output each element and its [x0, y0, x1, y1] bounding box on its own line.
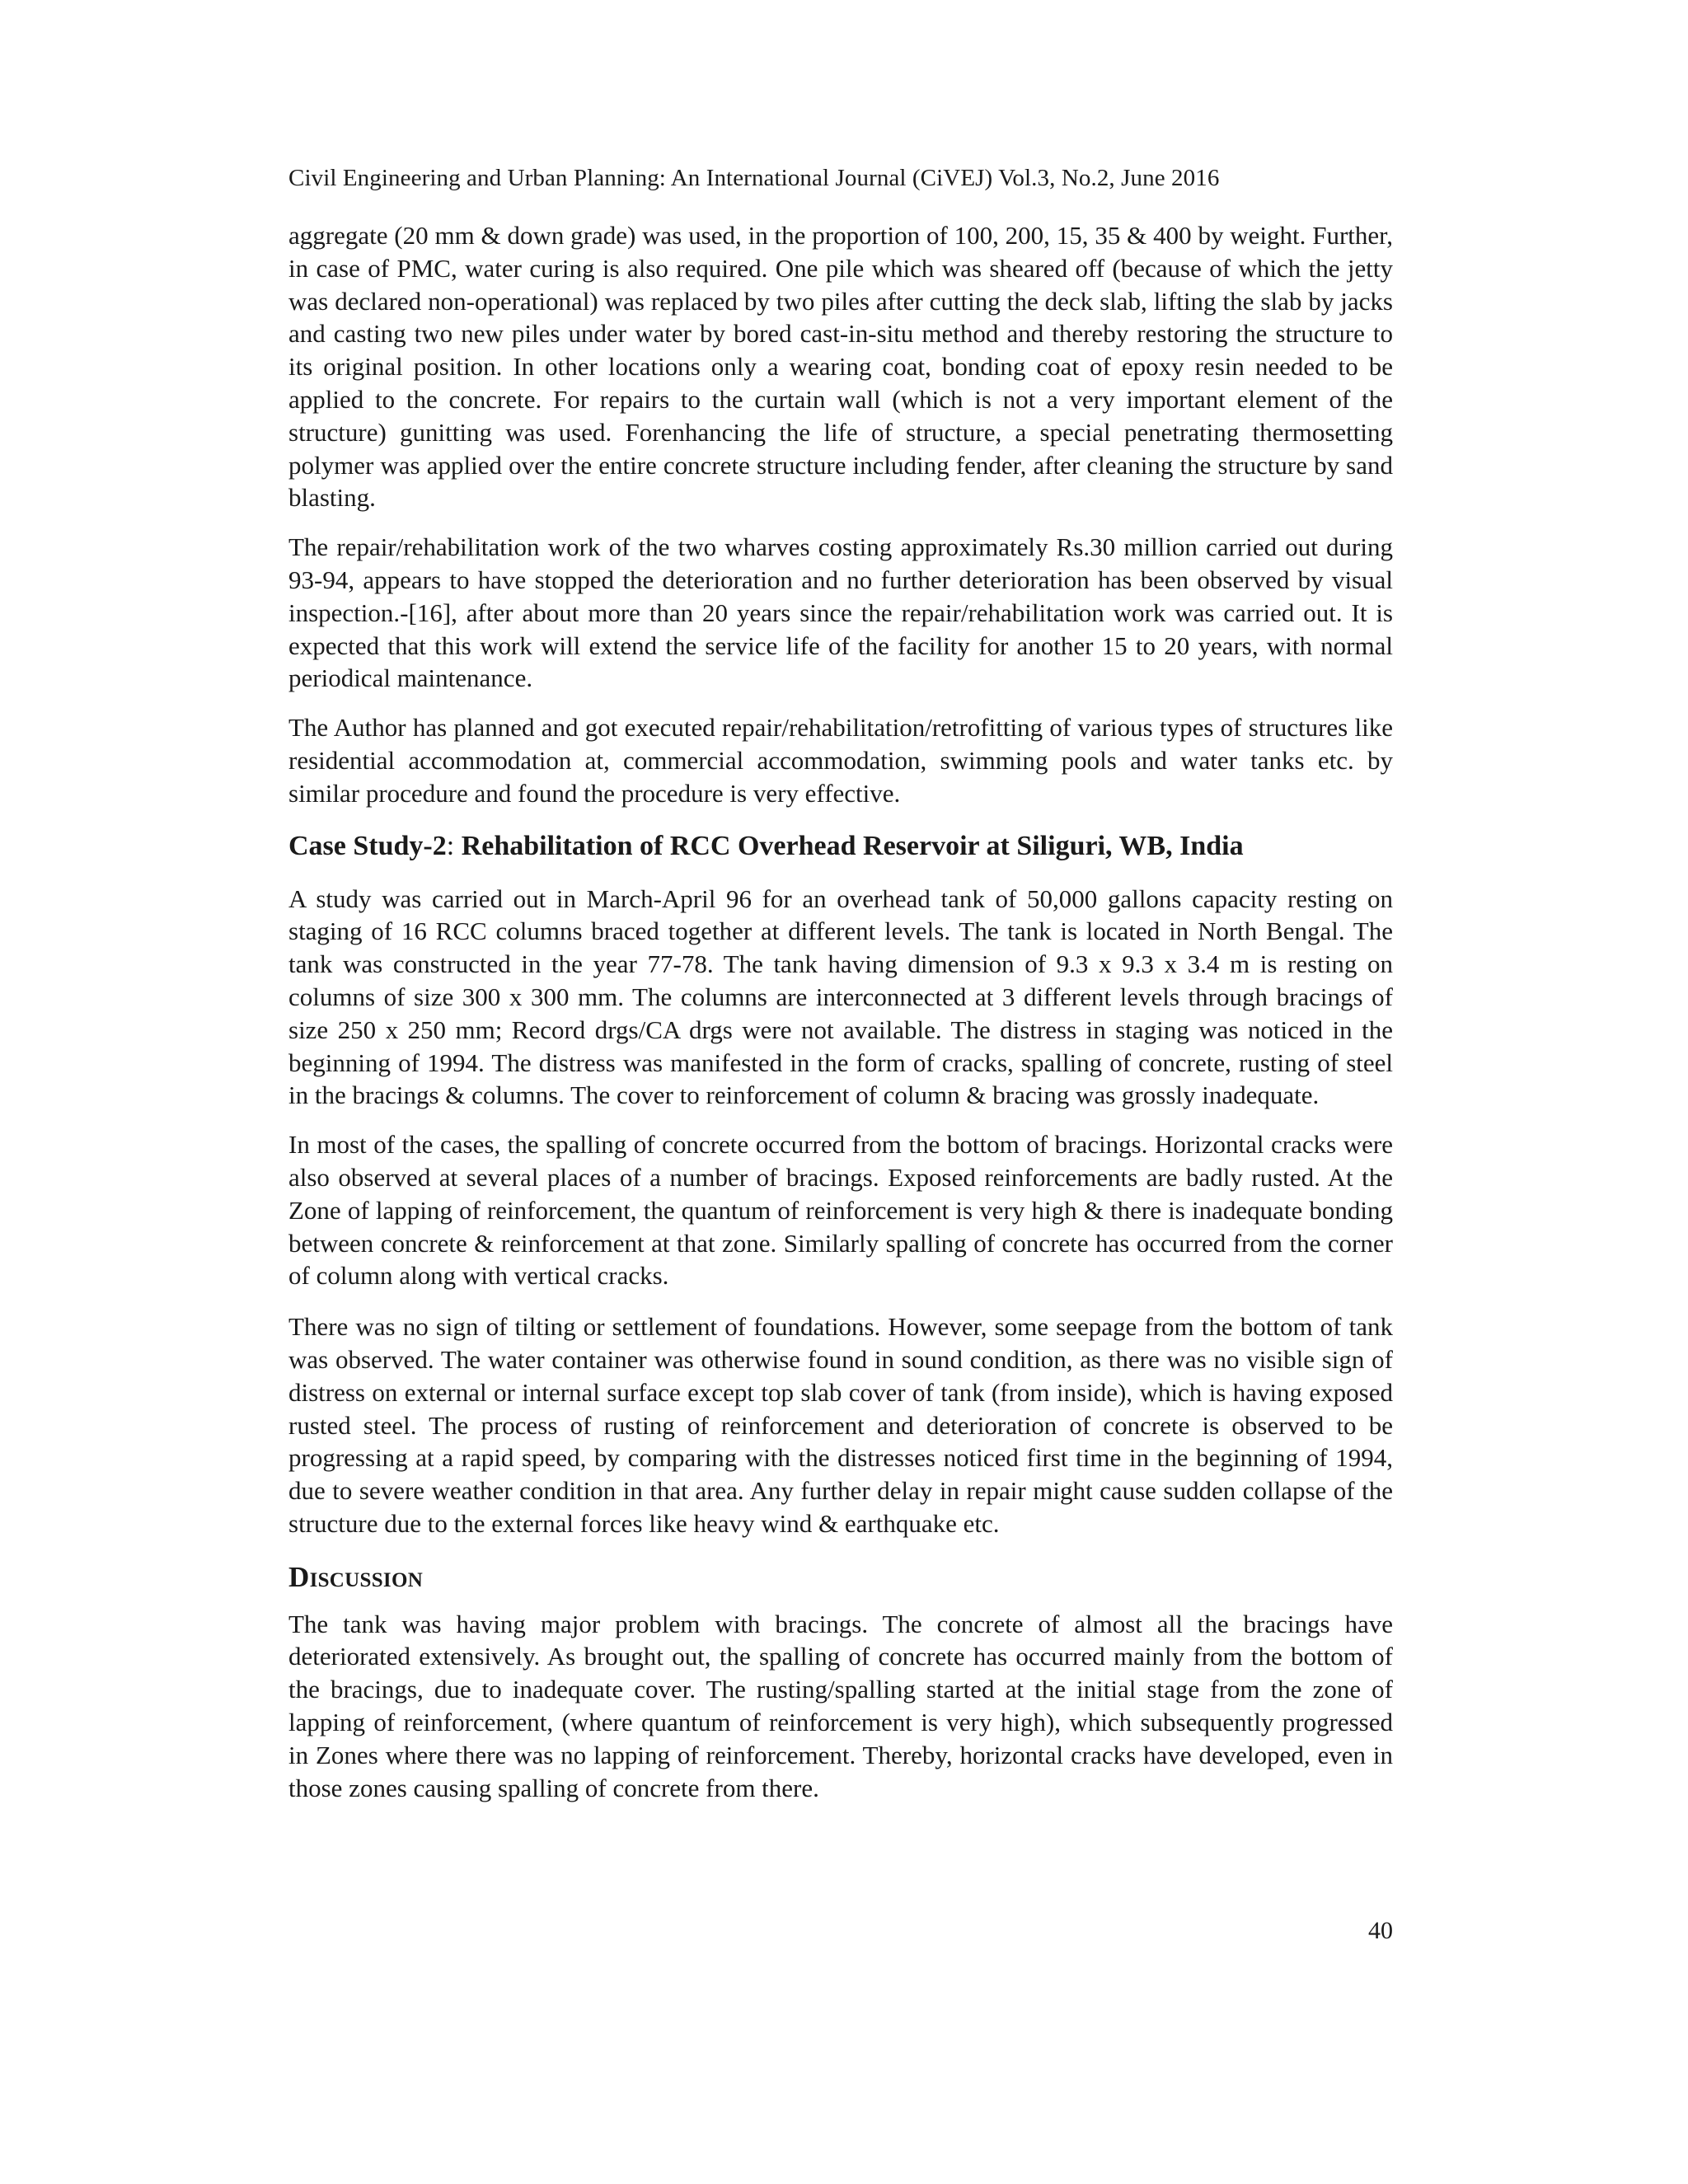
running-header: Civil Engineering and Urban Planning: An International Journal (CiVEJ) Vol.3, No.2, June 2016: [288, 165, 1220, 191]
paragraph-author-experience: The Author has planned and got executed repair/rehabilitation/retrofitting of various types of structures like residential accommodation at, commercial accommodation, swimming pools and water tanks etc. by similar procedure and found the procedure is very effective.: [288, 713, 1393, 808]
paragraph-study-overview: A study was carried out in March-April 96 for an overhead tank of 50,000 gallons capacity resting on staging of 16 RCC columns braced together at different levels. The tank is located in North Bengal. The tank was constructed in the year 77-78. The tank having dimension of 9.3 x 9.3 x 3.4 m is resting on columns of size 300 x 300 mm. The columns are interconnected at 3 different levels through bracings of size 250 x 250 mm; Record drgs/CA drgs were not available. The distress in staging was noticed in the beginning of 1994. The distress was manifested in the form of cracks, spalling of concrete, rusting of steel in the bracings & columns. The cover to reinforcement of column & bracing was grossly inadequate.: [288, 883, 1393, 1110]
case-study-separator: :: [446, 830, 462, 861]
discussion-heading: Discussion: [288, 1560, 424, 1593]
article-body: [288, 219, 1393, 1804]
paragraph-repair-methods: aggregate (20 mm & down grade) was used, in the proportion of 100, 200, 15, 35 & 400 by weight. Further, in case of PMC, water curing is also required. One pile which was sheared off (because of which the jetty was declared non-operational) was replaced by two piles after cutting the deck slab, lifting the slab by jacks and casting two new piles under water by bored cast-in-situ method and thereby restoring the structure to its original position. In other locations only a wearing coat, bonding coat of epoxy resin needed to be applied to the concrete. For repairs to the curtain wall (which is not a very important element of the structure) gunitting was used. Forenhancing the life of structure, a special penetrating thermosetting polymer was applied over the entire concrete structure including fender, after cleaning the structure by sand blasting.: [288, 221, 1393, 513]
paragraph-discussion: The tank was having major problem with bracings. The concrete of almost all the bracings have deteriorated extensively. As brought out, the spalling of concrete has occurred mainly from the bottom of the bracings, due to inadequate cover. The rusting/spalling started at the initial stage from the zone of lapping of reinforcement, (where quantum of reinforcement is very high), which subsequently progressed in Zones where there was no lapping of reinforcement. Thereby, horizontal cracks have developed, even in those zones causing spalling of concrete from there.: [288, 1609, 1393, 1802]
case-study-label: Case Study-2: [288, 830, 447, 861]
paragraph-spalling-observations: In most of the cases, the spalling of concrete occurred from the bottom of bracings. Horizontal cracks were also observed at several places of a number of bracings. Exposed reinforcements are badly rusted. At the Zone of lapping of reinforcement, the quantum of reinforcement is very high & there is inadequate bonding between concrete & reinforcement at that zone. Similarly spalling of concrete has occurred from the corner of column along with vertical cracks.: [288, 1130, 1393, 1291]
case-study-heading: [288, 828, 1393, 865]
paragraph-foundation-condition: There was no sign of tilting or settlement of foundations. However, some seepage from the bottom of tank was observed. The water container was otherwise found in sound condition, as there was no visible sign of distress on external or internal surface except top slab cover of tank (from inside), which is having exposed rusted steel. The process of rusting of reinforcement and deterioration of concrete is observed to be progressing at a rapid speed, by comparing with the distresses noticed first time in the beginning of 1994, due to severe weather condition in that area. Any further delay in repair might cause sudden collapse of the structure due to the external forces like heavy wind & earthquake etc.: [288, 1312, 1393, 1538]
case-study-title: Rehabilitation of RCC Overhead Reservoir at Siliguri, WB, India: [461, 830, 1244, 861]
page-number: 40: [1368, 1917, 1393, 1944]
paragraph-wharves-cost: The repair/rehabilitation work of the two wharves costing approximately Rs.30 million carried out during 93-94, appears to have stopped the deterioration and no further deterioration has been observed by visual inspection.-[16], after about more than 20 years since the repair/rehabilitation work was carried out. It is expected that this work will extend the service life of the facility for another 15 to 20 years, with normal periodical maintenance.: [288, 532, 1393, 693]
